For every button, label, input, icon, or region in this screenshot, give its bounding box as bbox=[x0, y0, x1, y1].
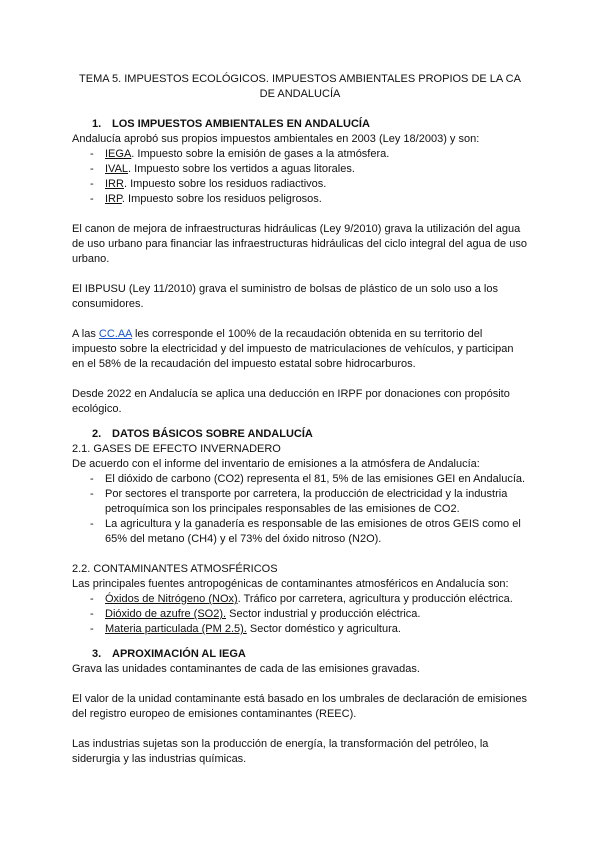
tax-abbr: IRR bbox=[105, 178, 124, 190]
subsection-2-1-title: 2.1. GASES DE EFECTO INVERNADERO bbox=[72, 443, 281, 455]
title-line-2: DE ANDALUCÍA bbox=[259, 88, 341, 100]
list-item: - La agricultura y la ganadería es responsable de las emisiones de otros GEIS como el 65% del metano (CH4) y el 73% del óxido nitroso (N2O). bbox=[72, 517, 528, 547]
list-item bbox=[72, 177, 528, 192]
subsection-2-2-title: 2.2. CONTAMINANTES ATMOSFÉRICOS bbox=[72, 563, 278, 575]
tax-desc: . Impuesto sobre los residuos peligrosos. bbox=[121, 193, 322, 205]
tax-desc: . Impuesto sobre los vertidos a aguas litorales. bbox=[128, 163, 355, 175]
tax-abbr: IVAL bbox=[105, 163, 129, 175]
list-item bbox=[72, 622, 528, 637]
section-2-number: 2. bbox=[92, 428, 102, 440]
list-item bbox=[72, 607, 528, 622]
subsection-2-1-intro: De acuerdo con el informe del inventario de emisiones a la atmósfera de Andalucía: bbox=[72, 458, 480, 470]
paragraph-irpf: Desde 2022 en Andalucía se aplica una deducción en IRPF por donaciones con propósito ecológico. bbox=[72, 388, 510, 415]
pollutant-term: Óxidos de Nitrógeno (NOx) bbox=[105, 593, 238, 605]
paragraph-canon: El canon de mejora de infraestructuras hidráulicas (Ley 9/2010) grava la utilización del agua de uso urbano para financiar las infraestructuras hidráulicas del ciclo integral del agua de uso urbano. bbox=[72, 223, 527, 265]
list-item bbox=[72, 592, 528, 607]
subsection-2-2-intro: Las principales fuentes antropogénicas de contaminantes atmosféricos en Andalucía son: bbox=[72, 578, 509, 590]
list-item: - Por sectores el transporte por carretera, la producción de electricidad y la industria petroquímica son los principales responsables de las emisiones de CO2. bbox=[72, 487, 528, 517]
section-1-heading bbox=[72, 117, 528, 132]
section-2-heading-text: DATOS BÁSICOS SOBRE ANDALUCÍA bbox=[112, 428, 313, 440]
section-1-number: 1. bbox=[92, 118, 102, 130]
section-3-heading bbox=[72, 647, 528, 662]
list-item bbox=[72, 192, 528, 207]
section-1-intro: Andalucía aprobó sus propios impuestos ambientales en 2003 (Ley 18/2003) y son: bbox=[72, 133, 480, 145]
paragraph-iega-2: El valor de la unidad contaminante está basado en los umbrales de declaración de emisiones del registro europeo de emisiones contaminantes (REEC). bbox=[72, 693, 527, 720]
list-item bbox=[72, 147, 528, 162]
ghg-list bbox=[72, 472, 528, 547]
ccaa-link[interactable]: CC.AA bbox=[98, 328, 132, 340]
section-3-heading-text: APROXIMACIÓN AL IEGA bbox=[112, 648, 246, 660]
document-title bbox=[72, 72, 528, 102]
tax-abbr: IRP bbox=[105, 193, 122, 205]
tax-list bbox=[72, 147, 528, 207]
paragraph-ccaa bbox=[72, 327, 528, 372]
tax-desc: . Impuesto sobre la emisión de gases a la atmósfera. bbox=[131, 148, 390, 160]
section-2-heading bbox=[72, 427, 528, 442]
pollutant-desc: . Tráfico por carretera, agricultura y producción eléctrica. bbox=[237, 593, 513, 605]
tax-abbr: IEGA bbox=[105, 148, 132, 160]
list-item bbox=[72, 162, 528, 177]
tax-desc: . Impuesto sobre los residuos radiactivos. bbox=[123, 178, 327, 190]
paragraph-iega-3: Las industrias sujetas son la producción de energía, la transformación del petróleo, la siderurgia y las industrias químicas. bbox=[72, 738, 489, 765]
pollutant-desc: Sector industrial y producción eléctrica. bbox=[226, 608, 421, 620]
ccaa-text-post: les corresponde el 100% de la recaudación obtenida en su territorio del impuesto sobre la electricidad y del impuesto de matriculaciones de vehículos, y participan en el 58% de la recaudación del impuesto estatal sobre hidrocarburos. bbox=[72, 328, 514, 370]
pollutant-term: Materia particulada (PM 2.5). bbox=[105, 623, 247, 635]
pollutant-desc: Sector doméstico y agricultura. bbox=[246, 623, 401, 635]
list-item: - El dióxido de carbono (CO2) representa el 81, 5% de las emisiones GEI en Andalucía. bbox=[72, 472, 528, 487]
pollutants-list bbox=[72, 592, 528, 637]
section-3-number: 3. bbox=[92, 648, 102, 660]
paragraph-ibpusu: El IBPUSU (Ley 11/2010) grava el suministro de bolsas de plástico de un solo uso a los consumidores. bbox=[72, 283, 498, 310]
pollutant-term: Dióxido de azufre (SO2). bbox=[105, 608, 227, 620]
section-1-heading-text: LOS IMPUESTOS AMBIENTALES EN ANDALUCÍA bbox=[112, 118, 370, 130]
paragraph-iega-1: Grava las unidades contaminantes de cada de las emisiones gravadas. bbox=[72, 663, 420, 675]
ccaa-text-pre: A las bbox=[72, 328, 99, 340]
title-line-1: TEMA 5. IMPUESTOS ECOLÓGICOS. IMPUESTOS AMBIENTALES PROPIOS DE LA CA bbox=[79, 73, 521, 85]
